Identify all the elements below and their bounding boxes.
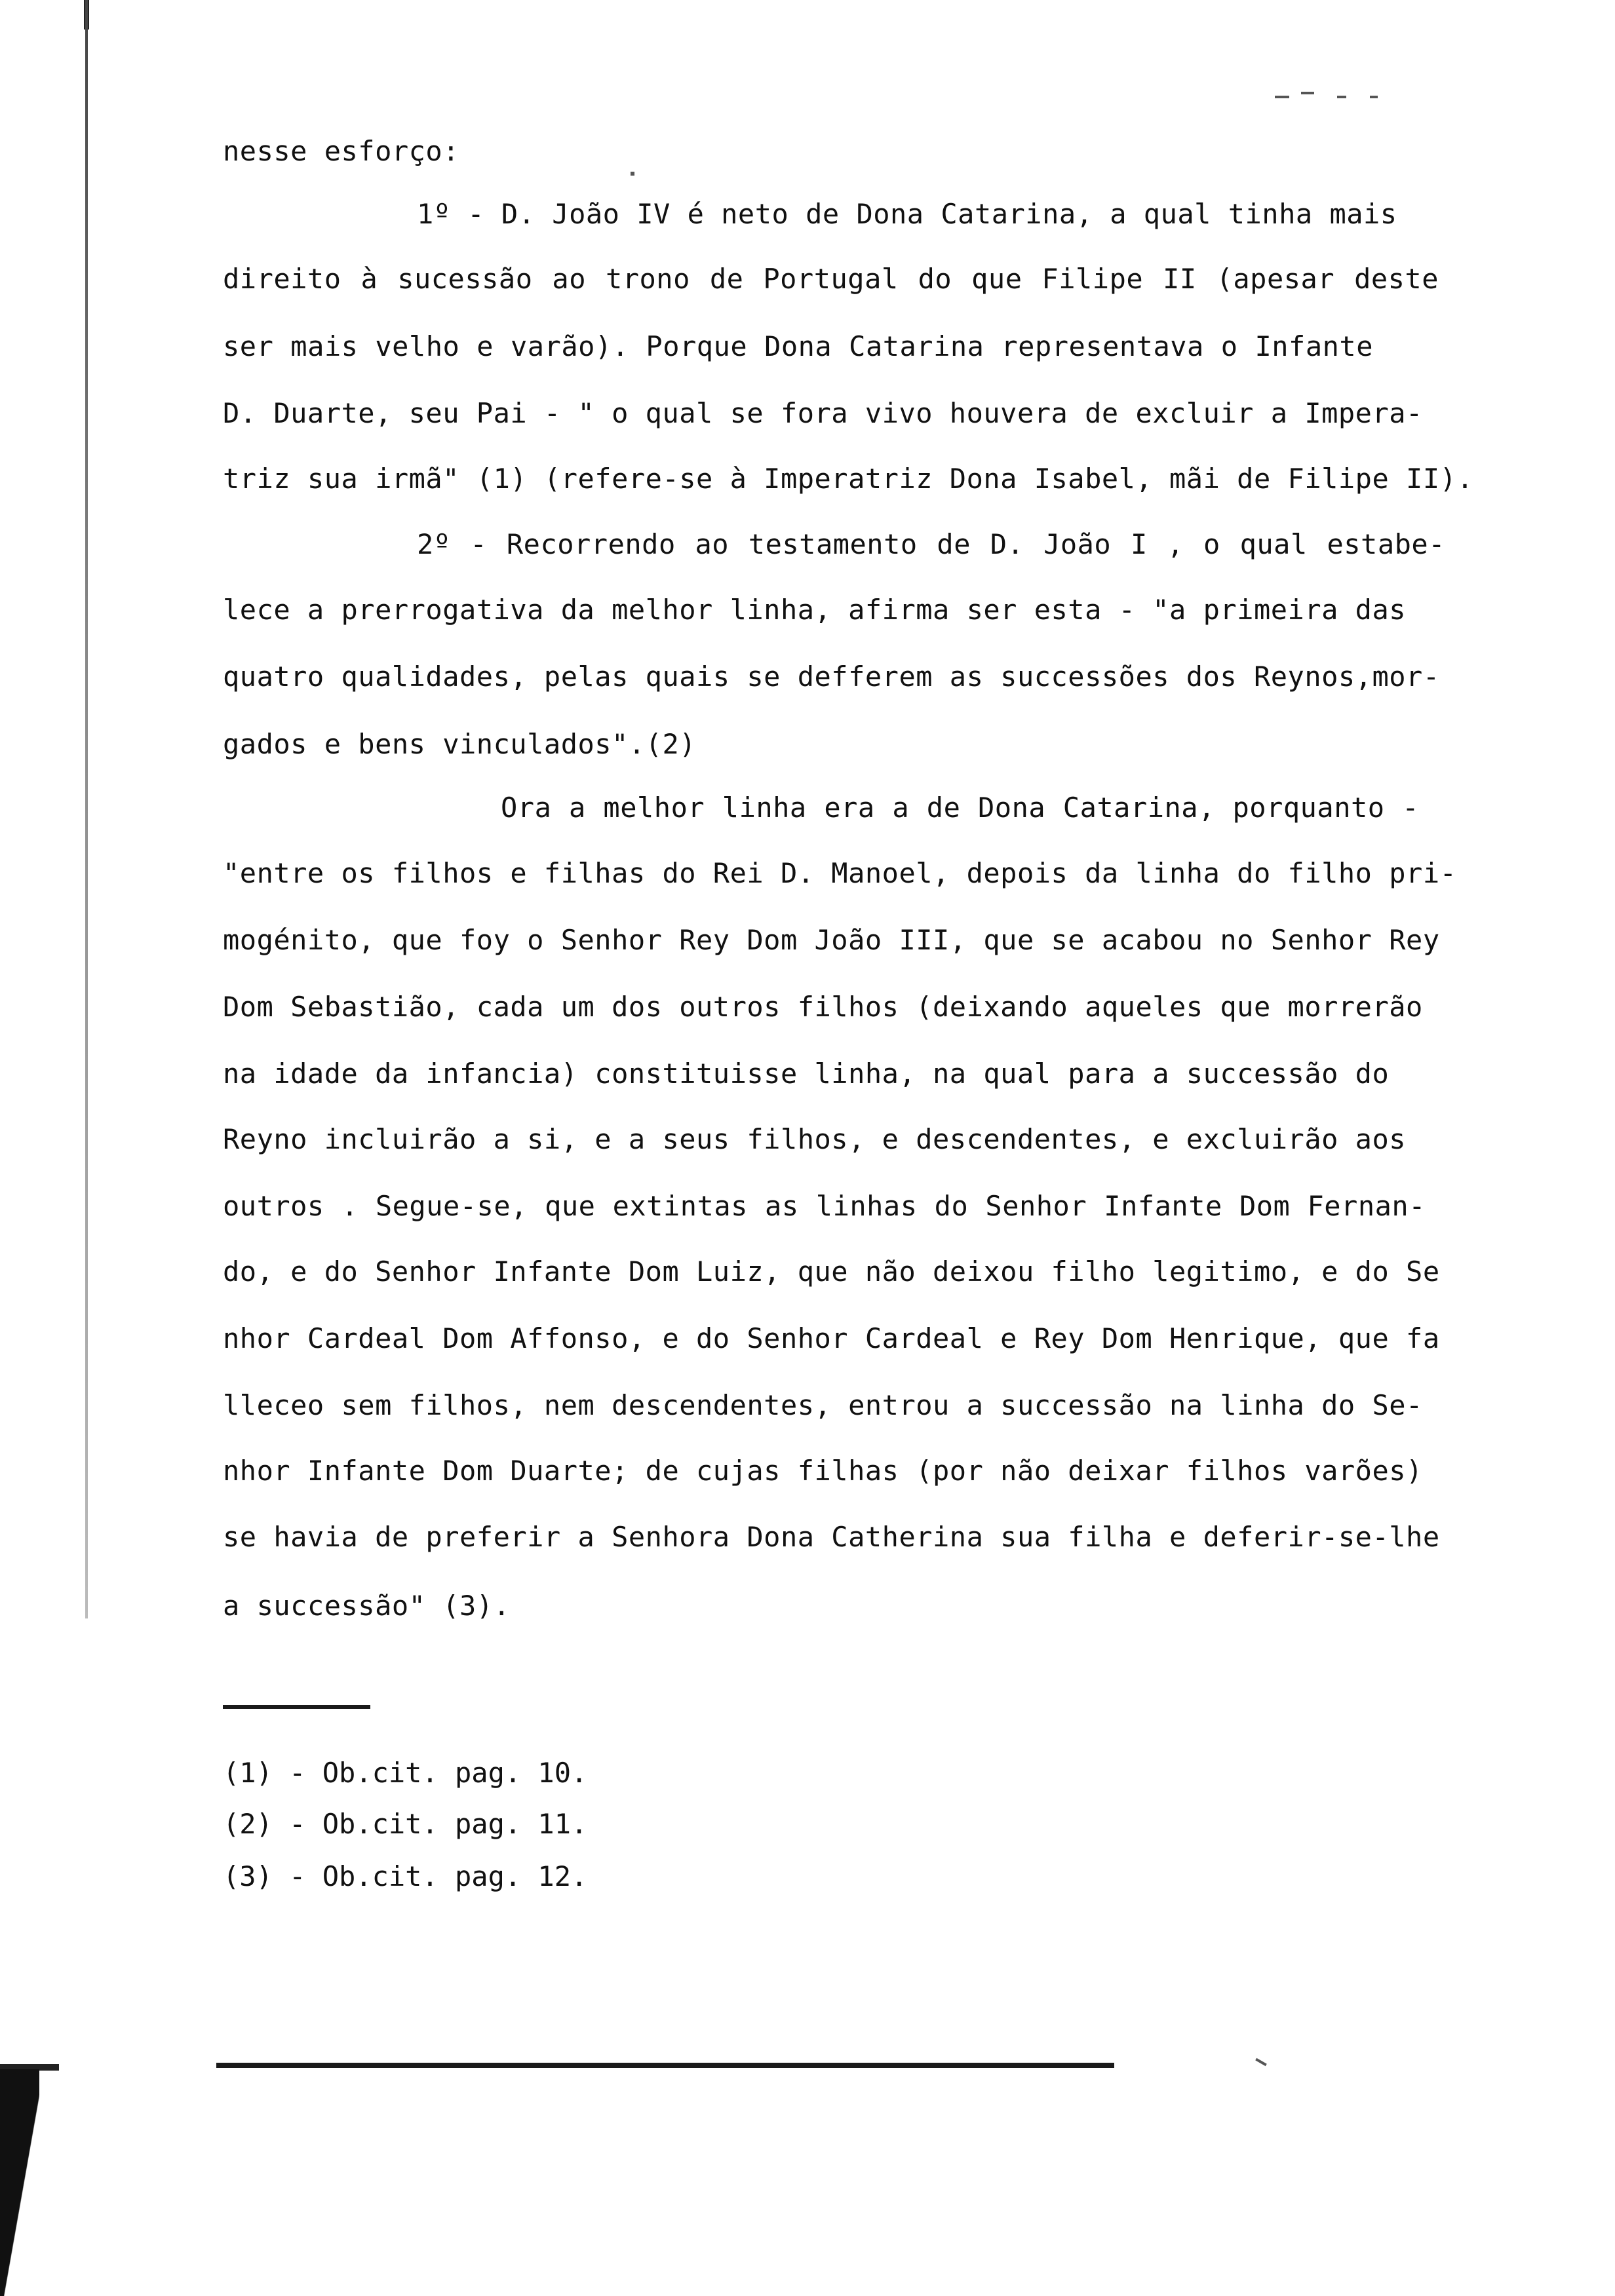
text-line: Dom Sebastião, cada um dos outros filhos (deixando aqueles que morrerão bbox=[223, 991, 1423, 1023]
text-line: "entre os filhos e filhas do Rei D. Manoel, depois da linha do filho pri- bbox=[223, 857, 1457, 889]
scan-left-edge bbox=[85, 0, 88, 1618]
scan-speck bbox=[1275, 96, 1289, 98]
footnote-separator bbox=[223, 1705, 370, 1709]
footnote: (3) - Ob.cit. pag. 12. bbox=[223, 1860, 588, 1892]
footnote: (2) - Ob.cit. pag. 11. bbox=[223, 1808, 588, 1840]
text-line: do, e do Senhor Infante Dom Luiz, que não deixou filho legitimo, e do Se bbox=[223, 1255, 1440, 1288]
text-line: 2º - Recorrendo ao testamento de D. João I , o qual estabe- bbox=[417, 528, 1445, 560]
text-line: triz sua irmã" (1) (refere-se à Imperatriz Dona Isabel, mãi de Filipe II). bbox=[223, 463, 1474, 495]
scan-speck bbox=[631, 172, 634, 176]
text-line: quatro qualidades, pelas quais se defferem as successões dos Reynos,mor- bbox=[223, 660, 1440, 693]
text-line: se havia de preferir a Senhora Dona Catherina sua filha e deferir-se-lhe bbox=[223, 1521, 1440, 1553]
scan-speck bbox=[1337, 96, 1346, 98]
scan-bottom-bar bbox=[216, 2063, 1114, 2068]
text-line: na idade da infancia) constituisse linha, na qual para a successão do bbox=[223, 1058, 1390, 1090]
scan-corner-mark bbox=[0, 2069, 39, 2296]
text-line: mogénito, que foy o Senhor Rey Dom João III, que se acabou no Senhor Rey bbox=[223, 924, 1440, 956]
text-line: gados e bens vinculados".(2) bbox=[223, 728, 697, 760]
text-line: D. Duarte, seu Pai - " o qual se fora vivo houvera de excluir a Impera- bbox=[223, 397, 1423, 429]
text-line: direito à sucessão ao trono de Portugal do que Filipe II (apesar deste bbox=[223, 263, 1439, 295]
text-line: ser mais velho e varão). Porque Dona Catarina representava o Infante bbox=[223, 330, 1373, 362]
text-line: nesse esforço: bbox=[223, 135, 460, 167]
scan-speck bbox=[1370, 96, 1378, 98]
text-line: a successão" (3). bbox=[223, 1590, 511, 1622]
text-line: outros . Segue-se, que extintas as linhas do Senhor Infante Dom Fernan- bbox=[223, 1190, 1426, 1222]
text-line: 1º - D. João IV é neto de Dona Catarina, a qual tinha mais bbox=[417, 198, 1397, 230]
text-line: Ora a melhor linha era a de Dona Catarina, porquanto - bbox=[501, 792, 1419, 824]
text-line: nhor Infante Dom Duarte; de cujas filhas (por não deixar filhos varões) bbox=[223, 1455, 1423, 1487]
text-line: lece a prerrogativa da melhor linha, afirma ser esta - "a primeira das bbox=[223, 594, 1407, 626]
text-line: Reyno incluirão a si, e a seus filhos, e descendentes, e excluirão aos bbox=[223, 1123, 1407, 1155]
footnote: (1) - Ob.cit. pag. 10. bbox=[223, 1757, 588, 1789]
text-line: nhor Cardeal Dom Affonso, e do Senhor Cardeal e Rey Dom Henrique, que fa bbox=[223, 1322, 1440, 1354]
scan-speck bbox=[1301, 92, 1314, 94]
scan-speck bbox=[1255, 2058, 1267, 2066]
text-line: lleceo sem filhos, nem descendentes, entrou a successão na linha do Se- bbox=[223, 1389, 1423, 1421]
